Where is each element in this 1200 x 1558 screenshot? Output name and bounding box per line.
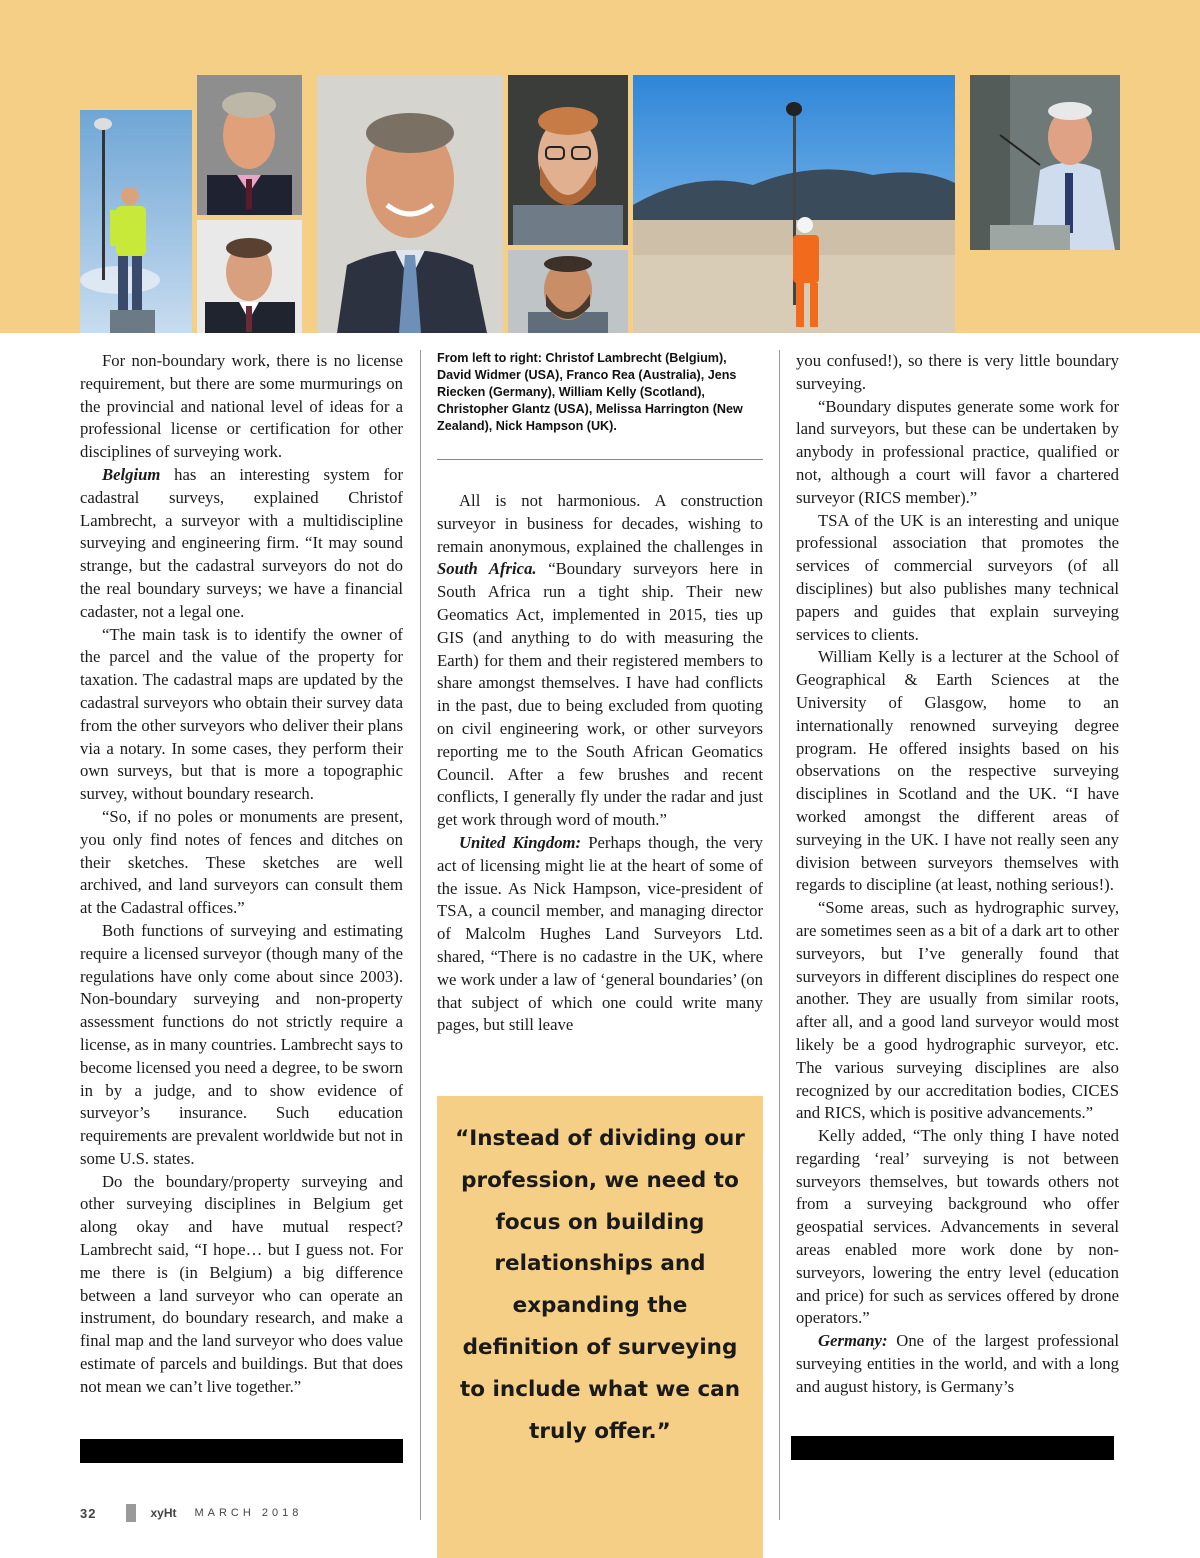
photo-jens-riecken bbox=[317, 75, 503, 333]
paragraph: Germany: One of the largest professional surveying entities in the world, and with a long and august history, is Germany’s bbox=[796, 1331, 1119, 1396]
article-column-1 bbox=[80, 350, 403, 1399]
black-bar-left bbox=[80, 1439, 403, 1463]
article-column-2 bbox=[437, 490, 763, 1037]
region-lead: Belgium bbox=[102, 464, 161, 484]
paragraph: Kelly added, “The only thing I have noted regarding ‘real’ surveying is not between surveyors themselves, but towards others not from a surveying background who offer geospatial services. Advancements in several areas enabled more work done by non-surveyors, lowering the entry level (education and price) for such as services offered by drone operators.” bbox=[796, 1126, 1119, 1328]
paragraph: “So, if no poles or monuments are present, you only find notes of fences and ditches on their sketches. These sketches are well archived, and land surveyors can consult them at the Cadastral offices.” bbox=[80, 806, 403, 918]
paragraph: William Kelly is a lecturer at the School of Geographical & Earth Sciences at the University of Glasgow, home to an internationally renowned surveying degree program. He offered insights based on his observations on the respective surveying disciplines in Scotland and the UK. “I have worked amongst the different areas of surveying in the UK. I have not really seen any division between surveyors themselves with regards to discipline (at least, nothing serious!). bbox=[796, 647, 1119, 895]
paragraph: “Boundary disputes generate some work for land surveyors, but these can be undertaken by anybody in professional practice, qualified or not, although a court will favor a chartered surveyor (RICS member).” bbox=[796, 396, 1119, 507]
photo-nick-hampson bbox=[970, 75, 1120, 250]
page-number: 32 bbox=[80, 1505, 97, 1521]
photo-christopher-glantz bbox=[508, 250, 628, 333]
photo-william-kelly bbox=[508, 75, 628, 245]
region-lead: Germany: bbox=[818, 1331, 888, 1351]
photo-franco-rea bbox=[197, 220, 302, 333]
photo-christof-lambrecht bbox=[80, 110, 192, 333]
paragraph: United Kingdom: Perhaps though, the very act of licensing might lie at the heart of some of the issue. As Nick Hampson, vice-president of TSA, a council member, and managing director of Malcolm Hughes Land Surveyors Ltd. shared, “There is no cadastre in the UK, where we work under a law of ‘general boundaries’ (on that subject of which one could write many pages, but still leave bbox=[437, 832, 763, 1035]
region-lead: United Kingdom: bbox=[459, 832, 582, 852]
caption-divider bbox=[437, 459, 763, 460]
photo-caption: From left to right: Christof Lambrecht (Belgium), David Widmer (USA), Franco Rea (Australia), Jens Riecken (Germany), William Kelly (Scotland), Christopher Glantz (USA), Melissa Harrington (New Zealand), Nick Hampson (UK). bbox=[437, 351, 743, 433]
paragraph: Belgium has an interesting system for cadastral surveys, explained Christof Lambrecht, a surveyor with a multidiscipline surveying and engineering firm. “It may sound strange, but the cadastral surveyors do not do the real boundary surveys; we have a financial cadaster, not a legal one. bbox=[80, 464, 404, 621]
paragraph: you confused!), so there is very little boundary surveying. bbox=[796, 351, 1119, 393]
column-divider-right bbox=[779, 350, 780, 1520]
region-lead: South Africa. bbox=[437, 559, 537, 579]
paragraph: “The main task is to identify the owner of the parcel and the value of the property for taxation. The cadastral maps are updated by the cadastral surveyors who obtain their survey data from the other surveyors who deliver their plans via a notary. In some cases, they perform their own surveys, but that is more a topographic survey, without boundary research. bbox=[80, 624, 403, 804]
magazine-name: xyHt bbox=[150, 1506, 177, 1520]
black-bar-right bbox=[791, 1436, 1114, 1460]
paragraph: Both functions of surveying and estimating require a licensed surveyor (though many of the regulations have only come about since 2003). Non-boundary surveying and non-property assessment functions do not strictly require a license, as in many countries. Lambrecht says to become licensed you need a degree, to be sworn in by a judge, and to show evidence of surveyor’s insurance. Such education requirements are prevalent worldwide but not in some U.S. states. bbox=[80, 920, 403, 1168]
photo-david-widmer bbox=[197, 75, 302, 215]
paragraph: TSA of the UK is an interesting and unique professional association that promotes the services of commercial surveyors (of all disciplines) but also publishes many technical papers and guides that explain surveying services to clients. bbox=[796, 510, 1119, 644]
pull-quote-text: “Instead of dividing our profession, we need to focus on building relationships and expanding the definition of surveying to include what we can truly offer.” bbox=[455, 1126, 745, 1444]
column-divider-left bbox=[420, 350, 421, 1520]
issue-date: MARCH 2018 bbox=[194, 1507, 303, 1519]
footer-separator bbox=[126, 1504, 136, 1522]
photo-melissa-harrington bbox=[633, 75, 955, 333]
article-column-3 bbox=[796, 350, 1119, 1399]
paragraph: “Some areas, such as hydrographic survey, are sometimes seen as a bit of a dark art to other surveyors, but I’ve generally found that surveyors in different disciplines do respect one another. They are usually from similar roots, after all, and a good land surveyor would most likely be a good hydrographic surveyor, etc. The various surveying disciplines are also recognized by our accreditation bodies, CICES and RICS, which is positive advancements.” bbox=[796, 898, 1119, 1123]
paragraph: All is not harmonious. A construction surveyor in business for decades, wishing to remain anonymous, explained the challenges in South Africa. “Boundary surveyors here in South Africa run a tight ship. Their new Geomatics Act, implemented in 2015, ties up GIS (and anything to do with measuring the Earth) for them and their registered members to share amongst themselves. I have had conflicts in the past, due to being excluded from quoting on civil engineering work, or other surveyors reporting me to the South African Geomatics Council. After a few brushes and recent conflicts, I generally fly under the radar and just get work through word of mouth.” bbox=[437, 491, 763, 830]
page-footer bbox=[80, 1502, 302, 1524]
paragraph: For non-boundary work, there is no license requirement, but there are some murmurings on the provincial and national level of ideas for a professional license or certification for other disciplines of surveying work. bbox=[80, 351, 403, 462]
paragraph: Do the boundary/property surveying and other surveying disciplines in Belgium get along okay and have mutual respect? Lambrecht said, “I hope… but I guess not. For me there is (in Belgium) a big difference between a land surveyor who can operate an instrument, do boundary research, and make a final map and the land surveyor who does value estimate of parcels and buildings. But that does not mean we can’t live together.” bbox=[80, 1171, 403, 1396]
